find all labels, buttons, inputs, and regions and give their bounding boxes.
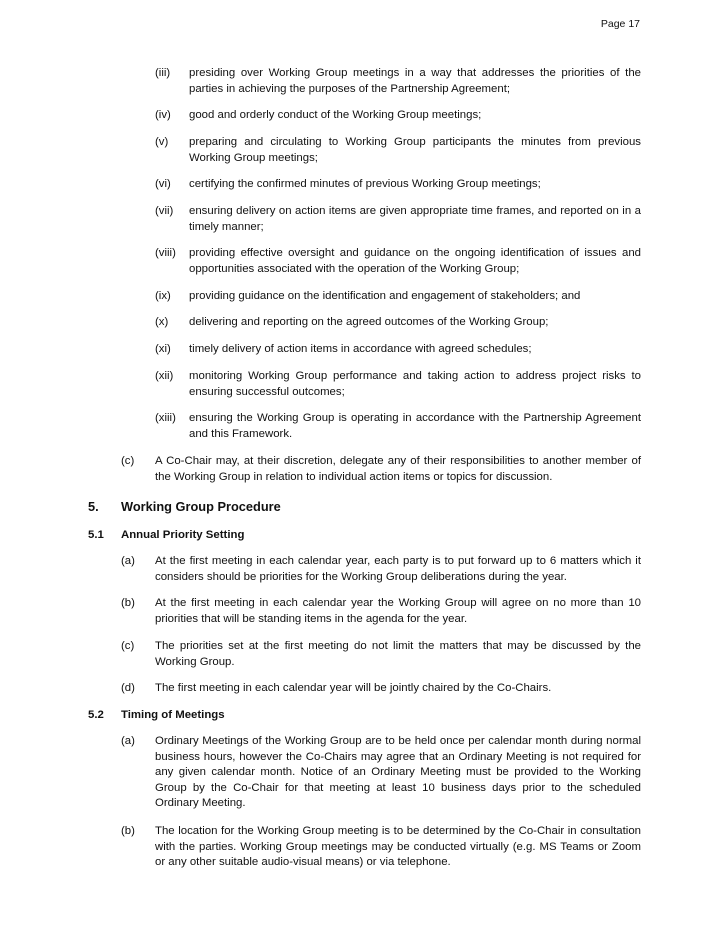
item-text: monitoring Working Group performance and taking action to address project risks to ensuring successful outcomes;: [189, 370, 641, 398]
item-label: (vi): [155, 178, 171, 190]
item-text: The priorities set at the first meeting do not limit the matters that may be discussed by the Working Group.: [155, 640, 641, 668]
item-label: (b): [121, 825, 135, 837]
item-label: (iv): [155, 109, 171, 121]
item-text: presiding over Working Group meetings in a way that addresses the priorities of the parties in achieving the purposes of the Partnership Agreement;: [189, 67, 641, 95]
item-label: (a): [121, 555, 135, 567]
item-text: timely delivery of action items in accordance with agreed schedules;: [189, 343, 532, 355]
item-label: (viii): [155, 247, 176, 259]
section-title: Working Group Procedure: [121, 499, 281, 514]
item-text: good and orderly conduct of the Working Group meetings;: [189, 109, 482, 121]
subsection-title: Annual Priority Setting: [121, 529, 245, 541]
item-label: (xiii): [155, 412, 176, 424]
item-label: (b): [121, 597, 135, 609]
item-label: (ix): [155, 290, 171, 302]
item-text: The first meeting in each calendar year will be jointly chaired by the Co-Chairs.: [155, 682, 552, 694]
item-text: preparing and circulating to Working Group participants the minutes from previous Working Group meetings;: [189, 136, 641, 164]
item-label: (iii): [155, 67, 171, 79]
item-label: (xii): [155, 370, 174, 382]
subsection-title: Timing of Meetings: [121, 709, 225, 721]
item-label: (d): [121, 682, 135, 694]
item-text: A Co-Chair may, at their discretion, delegate any of their responsibilities to another member of the Working Group in relation to individual action items or topics for discussion.: [155, 455, 641, 483]
item-text: ensuring the Working Group is operating in accordance with the Partnership Agreement and this Framework.: [189, 412, 641, 440]
item-label: (c): [121, 455, 135, 467]
item-text: At the first meeting in each calendar year the Working Group will agree on no more than 10 priorities that will be standing items in the agenda for the year.: [155, 597, 641, 625]
item-label: (c): [121, 640, 135, 652]
subsection-number: 5.1: [88, 529, 104, 541]
item-text: certifying the confirmed minutes of previous Working Group meetings;: [189, 178, 541, 190]
item-text: The location for the Working Group meeting is to be determined by the Co-Chair in consultation with the parties. Working Group meetings may be conducted virtually (e.g. MS Teams or Zoom or any other suitable audio-visual means) or via telephone.: [155, 825, 641, 869]
item-label: (vii): [155, 205, 174, 217]
item-text: ensuring delivery on action items are given appropriate time frames, and reported on in a timely manner;: [189, 205, 641, 233]
page-number: Page 17: [600, 18, 640, 30]
item-text: providing effective oversight and guidance on the ongoing identification of issues and opportunities associated with the operation of the Working Group;: [189, 247, 641, 275]
section-number: 5.: [88, 499, 99, 514]
item-text: providing guidance on the identification and engagement of stakeholders; and: [189, 290, 581, 302]
subsection-number: 5.2: [88, 709, 104, 721]
item-label: (xi): [155, 343, 171, 355]
item-text: delivering and reporting on the agreed outcomes of the Working Group;: [189, 316, 549, 328]
item-label: (a): [121, 735, 135, 747]
item-text: Ordinary Meetings of the Working Group are to be held once per calendar month during normal business hours, however the Co-Chairs may agree that an Ordinary Meeting is not required for any given calendar month. Notice of an Ordinary Meeting must be provided to the Working Group by the Co-Chair for that meeting at least 10 business days prior to the scheduled Ordinary Meeting.: [155, 735, 641, 810]
item-label: (x): [155, 316, 169, 328]
item-text: At the first meeting in each calendar year, each party is to put forward up to 6 matters which it considers should be priorities for the Working Group deliberations during the year.: [155, 555, 641, 583]
item-label: (v): [155, 136, 169, 148]
